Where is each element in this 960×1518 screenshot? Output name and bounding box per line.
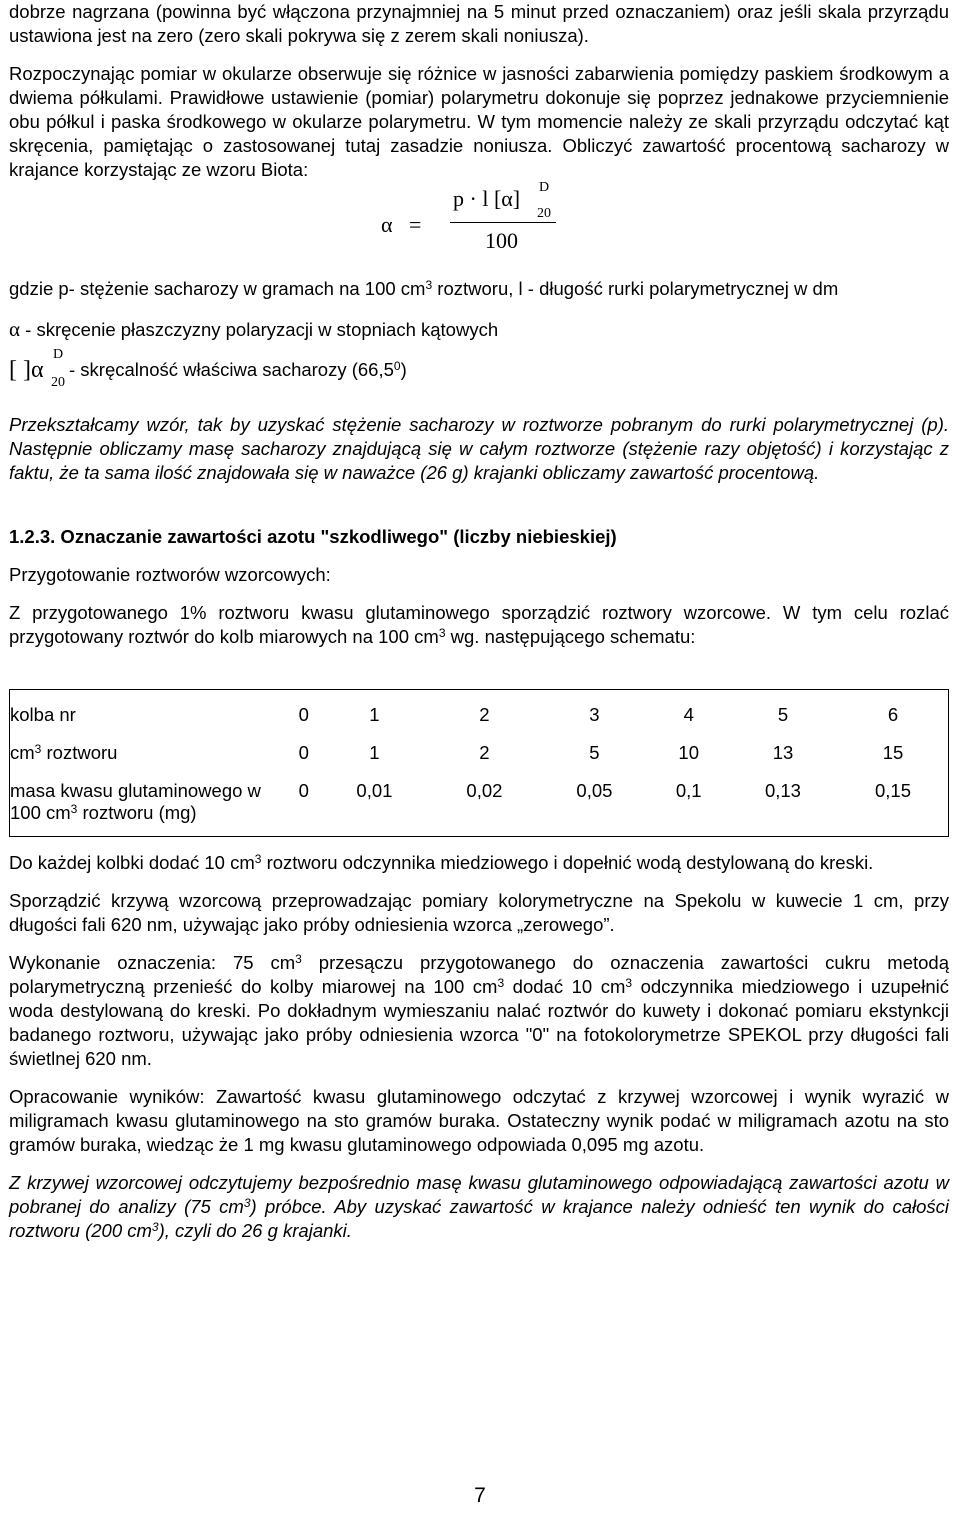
procedure-sup-3: 3 (625, 976, 633, 990)
standards-table (9, 689, 949, 837)
specific-rotation-superscript: D (53, 347, 64, 362)
section-heading: 1.2.3. Oznaczanie zawartości azotu "szkodliwego" (liczby niebieskiej) (9, 526, 617, 547)
table-cell: 13 (772, 742, 794, 763)
paragraph-transform-formula (9, 413, 949, 485)
intro-text-b: wg. następującego schematu: (445, 626, 696, 647)
procedure-2: przesączu przygotowanego do oznaczenia zawartości cukru metodą polarymetryczną przenieść do kolby miarowej na 100 cm (9, 952, 950, 997)
formula-subscript: 20 (537, 206, 551, 221)
table-cell: 0 (298, 780, 309, 801)
procedure-4: odczynnika miedziowego i uzupełnić woda destylowaną do kreski. Po dokładnym wymieszaniu nalać roztwór do kuwety i dokonać pomiaru ekstynkcji badanego roztworu, używając jako próby odniesienia wzorca "0" na fotokolorymetrze SPEKOL przy długości fali świetlnej 620 nm. (9, 976, 949, 1069)
add-reagent-b: roztworu odczynnika miedziowego i dopełnić wodą destylowaną do kreski. (261, 852, 874, 873)
row-label-mass (10, 780, 288, 824)
calc-note-1: Z krzywej wzorcowej odczytujemy bezpośrednio masę kwasu glutaminowego odpowiadającą zawartości azotu w pobranej do analizy (75 cm (9, 1172, 949, 1217)
definition-alpha-symbol: α (9, 317, 21, 341)
table-cell: 5 (589, 742, 600, 763)
paragraph-polarimeter-warmup: dobrze nagrzana (powinna być włączona przynajmniej na 5 minut przed oznaczaniem) oraz jeśli skala przyrządu ustawiona jest na zero (zero skali pokrywa się z zerem skali noniusza). (9, 1, 949, 46)
definition-p-text: gdzie p- stężenie sacharozy w gramach na 100 cm (9, 278, 426, 299)
paragraph-measurement (9, 62, 949, 182)
definition-alpha-text: - skręcenie płaszczyzny polaryzacji w stopniach kątowych (20, 319, 499, 340)
formula-equals: = (409, 212, 422, 237)
table-cell: 0,1 (675, 780, 702, 801)
paragraph-results: Opracowanie wyników: Zawartość kwasu glutaminowego odczytać z krzywej wzorcowej i wynik wyrazić w miligramach kwasu glutaminowego na sto gramów buraka. Ostateczny wynik podać w miligramach azotu na sto gramów buraka, wiedząc że 1 mg kwasu glutaminowego odpowiada 0,095 mg azotu. (9, 1086, 949, 1155)
table-row-flask-number (10, 704, 948, 742)
table-row-solution-volume (10, 742, 948, 780)
definition-p-text-2: roztworu, l - długość rurki polarymetrycznej w dm (432, 278, 839, 299)
paragraph-measurement-start: Rozpoczynając pomiar w okularze obserwuje się różnice w jasności zabarwienia pomiędzy paskiem środkowym a dwiema półkulami. (9, 63, 949, 108)
paragraph-calibration-curve: Sporządzić krzywą wzorcową przeprowadzając pomiary kolorymetryczne na Spekolu w kuwecie 1 cm, przy długości fali 620 nm, używając jako próby odniesienia wzorca „zerowego”. (9, 890, 949, 935)
table-cell: 0,15 (874, 780, 911, 801)
table-cell: 2 (479, 704, 490, 725)
table-cell: 2 (479, 742, 490, 763)
paragraph-standards-intro (9, 601, 949, 649)
table-cell: 0,05 (576, 780, 613, 801)
definition-p-sup: 3 (425, 278, 433, 292)
specific-rotation-degree: 0 (393, 359, 401, 373)
specific-rotation-text-main: - skręcalność właściwa sacharozy (66,5 (69, 359, 394, 380)
procedure-sup-2: 3 (497, 976, 505, 990)
calc-note-sup-1: 3 (243, 1196, 251, 1210)
formula-denominator: 100 (485, 228, 518, 253)
table-row-acid-mass (10, 780, 948, 824)
definition-p (9, 276, 949, 302)
row-label-flask: kolba nr (10, 704, 76, 725)
procedure-1: Wykonanie oznaczenia: 75 cm (9, 952, 296, 973)
table-cell: 6 (887, 704, 899, 725)
intro-text-a: Z przygotowanego 1% roztworu kwasu glutaminowego sporządzić roztwory wzorcowe. W tym celu rozlać przygotowany roztwór do kolb miarowych na 100 cm (9, 602, 949, 647)
specific-rotation-subscript: 20 (51, 375, 65, 390)
table-cell: 10 (678, 742, 699, 763)
table-cell: 15 (882, 742, 904, 763)
procedure-3: dodać 10 cm (504, 976, 626, 997)
formula-alpha: α (381, 212, 393, 237)
table-cell: 3 (589, 704, 600, 725)
intro-sup: 3 (438, 626, 446, 640)
row-label-mass-sup: 3 (70, 802, 78, 816)
specific-rotation-symbol: [ ]α (9, 357, 44, 383)
specific-rotation-text (69, 359, 407, 381)
table-cell: 1 (369, 704, 380, 725)
formula-fraction-bar (450, 222, 556, 223)
prep-heading: Przygotowanie roztworów wzorcowych: (9, 564, 331, 585)
add-reagent-a: Do każdej kolbki dodać 10 cm (9, 852, 255, 873)
paragraph-calculation-note (9, 1171, 949, 1243)
row-label-mass-b: roztworu (mg) (77, 802, 197, 823)
row-label-volume-b: roztworu (41, 742, 118, 763)
add-reagent-sup: 3 (254, 852, 262, 866)
transform-text-1: Przekształcamy wzór, tak by uzyskać stężenie sacharozy w roztworze pobranym do rurki polarymetrycznej (p). (9, 414, 949, 435)
calc-note-2: ) próbce. Aby uzyskać zawartość w krajance należy odnieść ten wynik do całości roztworu (200 cm (9, 1196, 949, 1241)
calc-note-3: ), czyli do 26 g krajanki. (158, 1220, 352, 1241)
formula-superscript: D (539, 180, 550, 195)
definition-specific-rotation (9, 347, 949, 393)
definition-alpha (9, 316, 949, 343)
page-number: 7 (474, 1484, 486, 1507)
paragraph-measurement-rest: Prawidłowe ustawienie (pomiar) polarymetru dokonuje się poprzez jednakowe przyciemnienie obu półkul i paska środkowego w okularze polarymetru. W tym momencie należy ze skali przyrządu odczytać kąt skręcenia, pamiętając o zastosowanej tutaj zasadzie noniusza. Obliczyć zawartość procentową sacharozy w krajance korzystając ze wzoru Biota: (9, 87, 950, 180)
row-label-volume-a: cm (10, 742, 35, 763)
table-cell: 0,02 (466, 780, 503, 801)
row-label-volume-sup: 3 (34, 742, 42, 756)
biot-formula (9, 182, 949, 270)
document-page (9, 0, 949, 1243)
table-cell: 5 (777, 704, 789, 725)
table-cell: 0,13 (764, 780, 801, 801)
specific-rotation-close: ) (400, 359, 407, 380)
row-label-mass-a: masa kwasu glutaminowego w 100 cm (10, 780, 261, 823)
calc-note-sup-2: 3 (151, 1220, 159, 1234)
paragraph-add-reagent (9, 851, 949, 875)
table-cell: 0 (298, 742, 309, 763)
procedure-sup-1: 3 (295, 952, 302, 966)
formula-numerator: p · l [α] (453, 186, 521, 211)
transform-text-2: Następnie obliczamy masę sacharozy znajdującą się w całym roztworze (stężenie razy objętość) i korzystając z faktu, że ta sama ilość znajdowała się w naważce (26 g) krajanki obliczamy zawartość procentową. (9, 438, 949, 483)
table-cell: 0 (298, 704, 309, 725)
table-cell: 1 (369, 742, 380, 763)
table-cell: 4 (683, 704, 694, 725)
paragraph-procedure (9, 951, 949, 1071)
table-cell: 0,01 (356, 780, 393, 801)
row-label-volume (10, 742, 288, 780)
